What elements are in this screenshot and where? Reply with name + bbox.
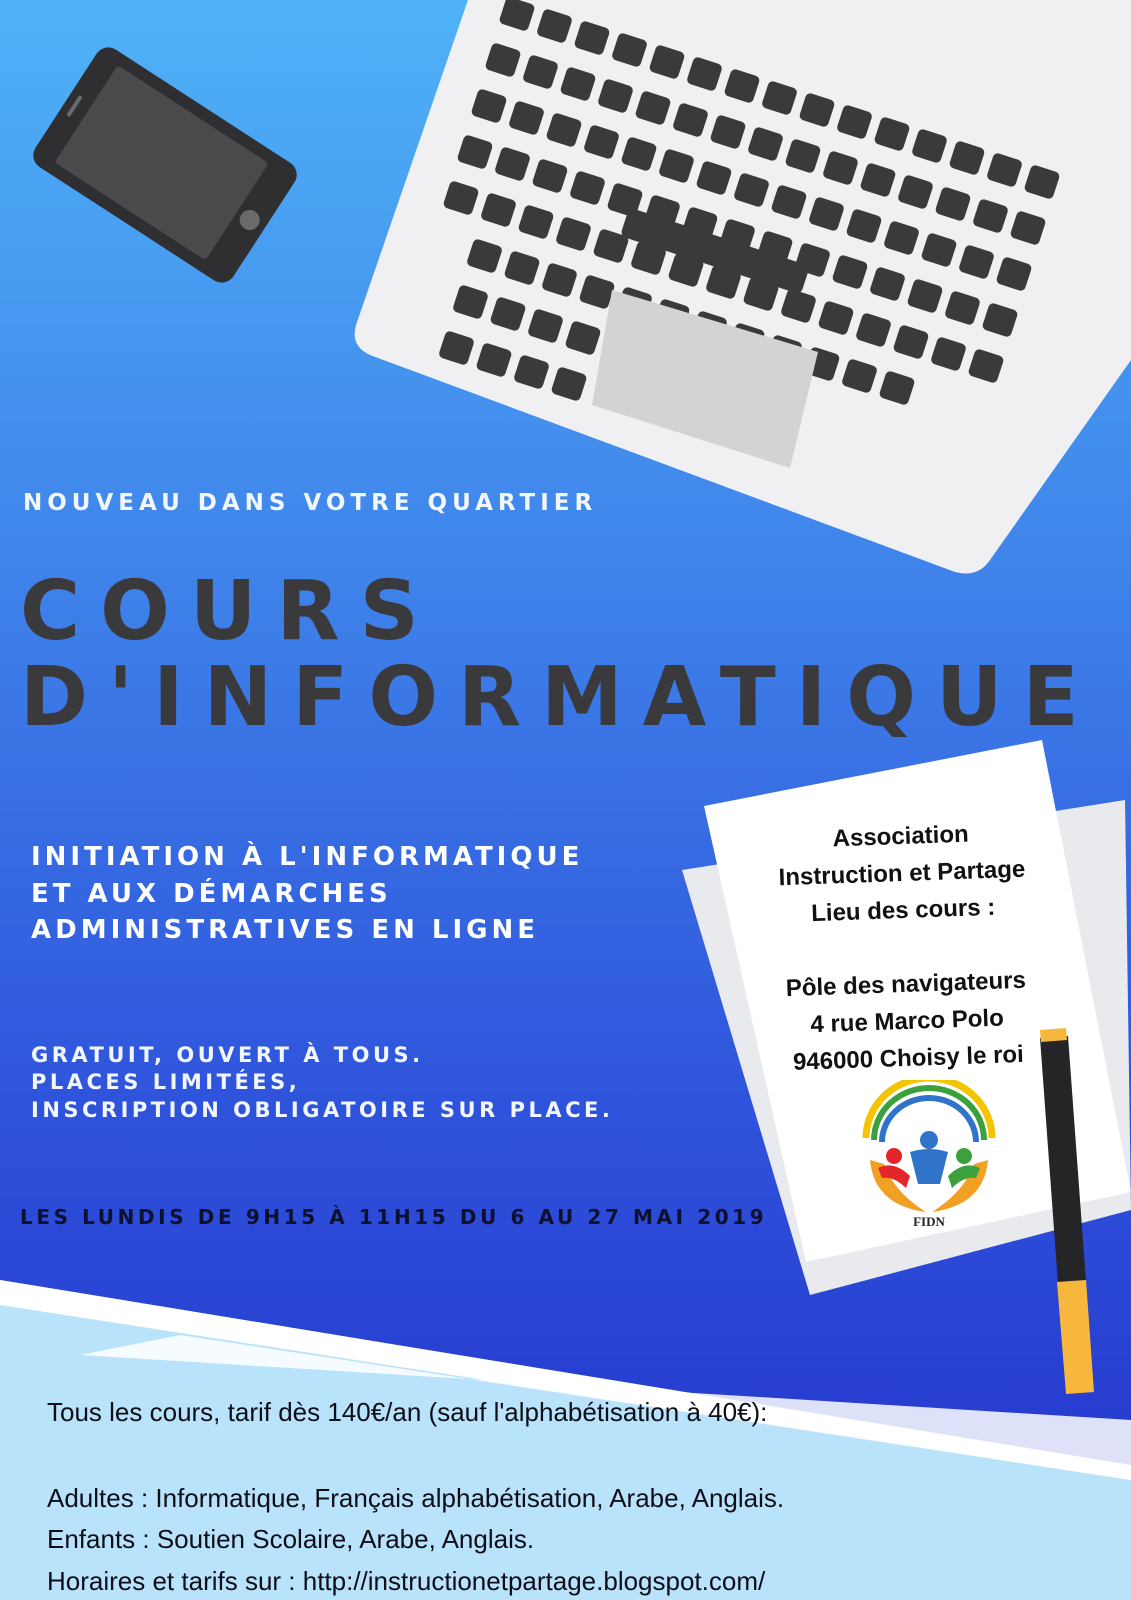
kicker-text: NOUVEAU DANS VOTRE QUARTIER (23, 490, 598, 516)
schedule-dates: LES LUNDIS DE 9H15 À 11H15 DU 6 AU 27 MAI 2019 (20, 1205, 768, 1229)
smartphone-icon (28, 42, 302, 288)
fidn-logo-icon (854, 1080, 1004, 1230)
info-line-3: INSCRIPTION OBLIGATOIRE SUR PLACE. (31, 1098, 614, 1122)
title-line-1: COURS (20, 564, 439, 659)
title-line-2: D'INFORMATIQUE (20, 650, 1099, 745)
subtitle-line-1: INITIATION À L'INFORMATIQUE (31, 842, 584, 872)
paper-line: Pôle des navigateurs (785, 966, 1027, 1003)
subtitle-line-2: ET AUX DÉMARCHES (31, 879, 392, 909)
laptop-icon (355, 0, 1131, 574)
subtitle-line-3: ADMINISTRATIVES EN LIGNE (31, 915, 540, 945)
paper-line: 4 rue Marco Polo (809, 1004, 1005, 1039)
association-address (740, 812, 1069, 1082)
paper-line: 946000 Choisy le roi (792, 1040, 1025, 1076)
children-courses: Enfants : Soutien Scolaire, Arabe, Anglais. (47, 1524, 535, 1554)
paper-line: Association (832, 820, 970, 853)
paper-line: Instruction et Partage (778, 855, 1026, 892)
info-line-2: PLACES LIMITÉES, (31, 1070, 301, 1094)
fidn-logo-text: FIDN (913, 1214, 945, 1229)
info-line-1: GRATUIT, OUVERT À TOUS. (31, 1043, 424, 1067)
pricing-text: Tous les cours, tarif dès 140€/an (sauf l'alphabétisation à 40€): (47, 1397, 768, 1427)
schedule-link[interactable]: Horaires et tarifs sur : http://instructionetpartage.blogspot.com/ (47, 1566, 766, 1596)
paper-line: Lieu des cours : (810, 893, 996, 928)
adults-courses: Adultes : Informatique, Français alphabétisation, Arabe, Anglais. (47, 1483, 785, 1513)
